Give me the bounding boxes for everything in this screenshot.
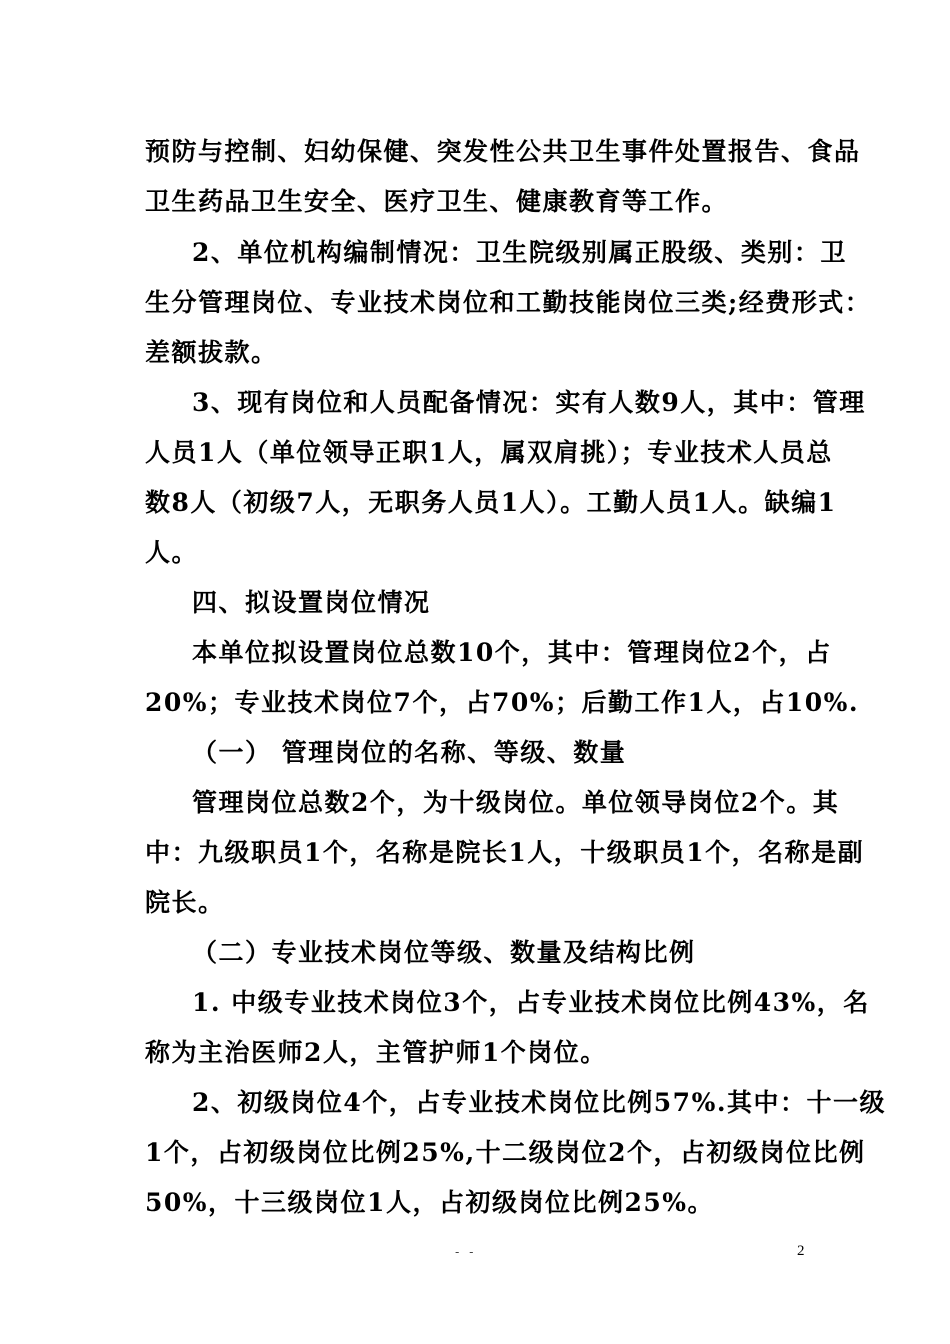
body-line: 2、单位机构编制情况：卫生院级别属正股级、类别：卫: [192, 238, 847, 267]
body-line: 人。: [145, 538, 199, 567]
page-number: 2: [797, 1243, 805, 1259]
body-line: 50%，十三级岗位1人，占初级岗位比例25%。: [145, 1188, 714, 1217]
body-line: 1. 中级专业技术岗位3个，占专业技术岗位比例43%，名: [192, 988, 870, 1017]
subsection-heading: （二）专业技术岗位等级、数量及结构比例: [192, 938, 696, 967]
body-line: 院长。: [145, 888, 225, 917]
body-line: 2、初级岗位4个，占专业技术岗位比例57%.其中：十一级: [192, 1088, 887, 1117]
body-line: 差额拔款。: [145, 338, 278, 367]
body-line: 预防与控制、妇幼保健、突发性公共卫生事件处置报告、食品: [145, 137, 861, 166]
body-line: 管理岗位总数2个，为十级岗位。单位领导岗位2个。其: [192, 788, 840, 817]
body-line: 20%；专业技术岗位7个，占70%；后勤工作1人，占10%.: [145, 688, 860, 717]
body-line: 3、现有岗位和人员配备情况：实有人数9人，其中：管理: [192, 388, 866, 417]
body-line: 人员1人（单位领导正职1人，属双肩挑）；专业技术人员总: [145, 438, 833, 467]
body-line: 本单位拟设置岗位总数10个，其中：管理岗位2个，占: [192, 638, 832, 667]
body-line: 中：九级职员1个，名称是院长1人，十级职员1个，名称是副: [145, 838, 865, 867]
footer-mark: - -: [455, 1245, 477, 1259]
body-line: 1个，占初级岗位比例25%,十二级岗位2个，占初级岗位比例: [145, 1138, 866, 1167]
body-line: 数8人（初级7人，无职务人员1人）。工勤人员1人。缺编1: [145, 488, 837, 517]
section-heading: 四、拟设置岗位情况: [192, 588, 431, 617]
subsection-heading: （一） 管理岗位的名称、等级、数量: [192, 738, 627, 767]
body-line: 生分管理岗位、专业技术岗位和工勤技能岗位三类;经费形式：: [145, 288, 872, 317]
body-line: 称为主治医师2人，主管护师1个岗位。: [145, 1038, 607, 1067]
body-line: 卫生药品卫生安全、医疗卫生、健康教育等工作。: [145, 187, 729, 216]
